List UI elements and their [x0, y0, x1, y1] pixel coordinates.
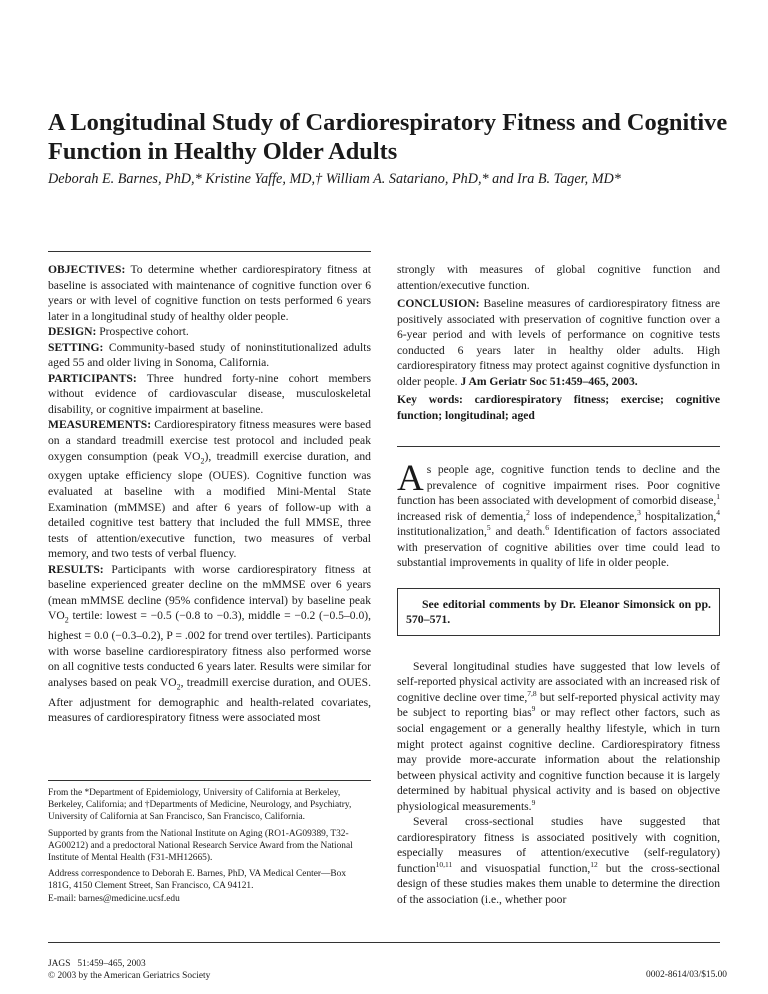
abstract-objectives: OBJECTIVES: To determine whether cardiorespiratory fitness at baseline is associated with maintenance of cognitive function over 6 years or with level of cognitive function on tests performed 6 years later in a longitudinal study of healthy older people. [48, 263, 371, 323]
abstract-results: RESULTS: Participants with worse cardiorespiratory fitness at baseline experienced greater decline on the mMMSE over 6 years (mean mMMSE decline (95% confidence interval) by baseline peak $VO_2$ tertile: lowest = −0.5 (−0.8 to −0.3), middle = −0.2 (−0.5–0.0), highest = 0.0 (−0.3–0.2), P = .002 for trend over tertiles). Participants with worse baseline cardiorespiratory fitness also performed worse on all cognitive tests conducted 6 years later. Results were similar for analyses based on peak $VO_2$, treadmill exercise duration, and OUES. After adjustment for demographic and health-related covariates, measures of cardiorespiratory fitness were associated most [48, 562, 371, 725]
abstract-conclusion: CONCLUSION: Baseline measures of cardiorespiratory fitness are positively associated with preservation of cognitive function over a 6-year period and with levels of performance on cognitive tests conducted 6 years later in healthy older adults. High cardiorespiratory fitness may protect against cognitive dysfunction in older people. J Am Geriatr Soc 51:459–465, 2003. [397, 297, 720, 388]
body-column [397, 458, 721, 908]
measurements-label: MEASUREMENTS: [48, 418, 152, 432]
abstract-right-column [397, 262, 720, 423]
author-list: Deborah E. Barnes, PhD,* Kristine Yaffe, MD,† William A. Satariano, PhD,* and Ira B. Tager, MD* [48, 171, 621, 187]
keywords: Key words: cardiorespiratory fitness; exercise; cognitive function; longitudinal; aged [397, 393, 721, 422]
objectives-label: OBJECTIVES: [48, 263, 126, 276]
editorial-box [397, 588, 720, 636]
body-top-rule [397, 446, 720, 447]
copyright-notice: © 2003 by the American Geriatrics Society [48, 971, 211, 981]
abstract-top-rule [48, 251, 371, 252]
article-title: A Longitudinal Study of Cardiorespiratory Fitness and Cognitive Function in Healthy Older Adults [48, 109, 728, 165]
participants-label: PARTICIPANTS: [48, 371, 137, 385]
abstract-measurements: MEASUREMENTS: Cardiorespiratory fitness measures were based on a standard treadmill exercise test protocol and included peak oxygen consumption (peak $VO_2$), treadmill exercise duration, and oxygen uptake efficiency slope (OUES). Cognitive function was evaluated at baseline with a modified Mini-Mental State Examination (mMMSE) and after 6 years of follow-up with a detailed cognitive test battery that included the full MMSE, three tests of attention/executive function, two measures of verbal memory, and two tests of verbal fluency. [48, 418, 371, 561]
abstract-left-column [48, 262, 371, 726]
abstract-setting: SETTING: Community-based study of noninstitutionalized adults aged 55 and older living in Sonoma, California. [48, 340, 371, 370]
design-label: DESIGN: [48, 325, 97, 339]
drop-cap: A [397, 458, 424, 499]
setting-label: SETTING: [48, 340, 104, 354]
footnotes [48, 787, 371, 905]
support-note: Supported by grants from the National Institute on Aging (RO1-AG09389, T32-AG00212) and a predoctoral National Research Service Award from the National Institute of Mental Health (F31-MH12665). [48, 828, 353, 864]
abstract-design: DESIGN: Prospective cohort. [48, 325, 189, 339]
body-paragraph: Several cross-sectional studies have suggested that cardiorespiratory fitness is associated positively with cognition, especially measures of attention/executive (self-regulatory) function$^{10,11}$ and visuospatial function,$^{12}$ but the cross-sectional design of these studies makes them unable to determine the direction of the association (i.e., whether poor [397, 815, 720, 907]
affiliations-note: From the *Department of Epidemiology, University of California at Berkeley, Berkeley, California; and †Departments of Medicine, Neurology, and Psychiatry, University of California at San Francisco, San Francisco, California. [48, 788, 352, 823]
correspondence-note: Address correspondence to Deborah E. Barnes, PhD, VA Medical Center—Box 181G, 4150 Clement Street, San Francisco, CA 94121. E-mail: barnes@medicine.ucsf.edu [48, 869, 347, 904]
results-continued: strongly with measures of global cognitive function and attention/executive function. [397, 263, 720, 292]
results-label: RESULTS: [48, 562, 104, 576]
intro-paragraph: As people age, cognitive function tends to decline and the prevalence of cognitive impairment rises. Poor cognitive function has been associated with development of comorbid disease,$^1$ increased risk of dementia,$^2$ loss of independence,$^3$ hospitalization,$^4$ institutionalization,$^5$ and death.$^6$ Identification of factors associated with preservation of cognitive abilities over time could lead to substantial improvements in quality of life in older people. [397, 458, 721, 570]
abstract-participants: PARTICIPANTS: Three hundred forty-nine cohort members without evidence of cardiovascular disease, musculoskeletal disability, or cognitive impairment at baseline. [48, 371, 371, 416]
body-paragraph: Several longitudinal studies have suggested that low levels of self-reported physical activity are associated with an increased risk of cognitive decline over time,$^{7,8}$ but self-reported physical activity may be subject to reporting bias$^9$ or may reflect other factors, such as social engagement or a generally healthy lifestyle, which in turn might protect against cognitive decline. Cardiorespiratory fitness may provide more-accurate information about the relationship between physical activity and cognitive function because it is largely determined by habitual physical activity and is based on objective physiological measurements.$^9$ [397, 659, 720, 813]
keywords-label: Key words: [397, 393, 463, 407]
footer-rule [48, 942, 720, 943]
footnote-rule [48, 780, 371, 781]
footer-citation [48, 958, 210, 982]
journal-citation: J Am Geriatr Soc 51:459–465, 2003. [460, 374, 638, 388]
footer-price-code: 0002-8614/03/$15.00 [646, 970, 727, 980]
journal-issue: JAGS 51:459–465, 2003 [48, 959, 146, 969]
editorial-note: See editorial comments by Dr. Eleanor Simonsick on pp. 570–571. [406, 596, 711, 627]
email-address: E-mail: barnes@medicine.ucsf.edu [48, 893, 180, 904]
conclusion-label: CONCLUSION: [397, 297, 480, 311]
